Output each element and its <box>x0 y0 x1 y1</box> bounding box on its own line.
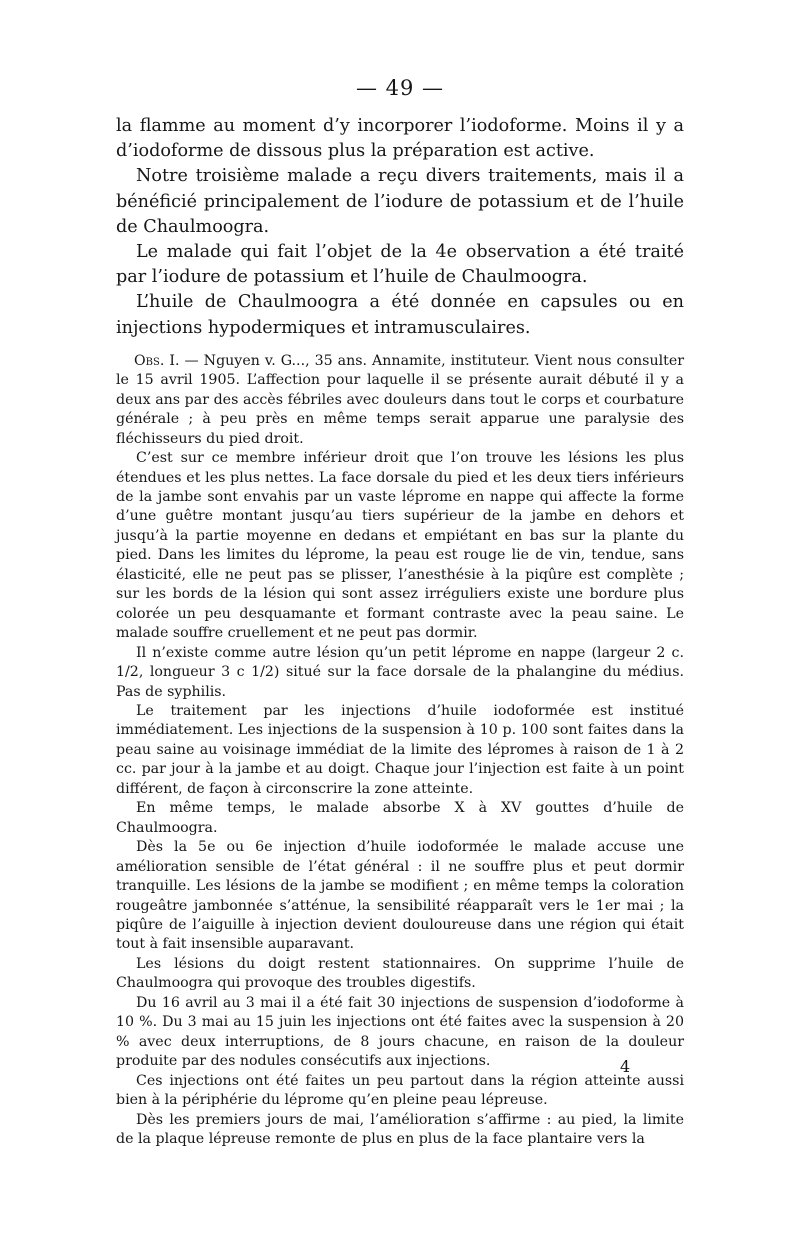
paragraph-treatment: Le traitement par les injections d’huile iodoformée est institué immédiatement. Les injections de la suspension à 10 p. 100 sont faites dans la peau saine au voisinage immédiat de la limite des lépromes à raison de 1 à 2 cc. par jour à la jambe et au doigt. Chaque jour l’injection est faite à un point différent, de façon à circonscrire la zone atteinte. <box>116 702 684 797</box>
paragraph-may-improvement: Dès les premiers jours de mai, l’amélioration s’affirme : au pied, la limite de la plaque lépreuse remonte de plus en plus de la face plantaire vers la <box>116 1111 684 1147</box>
paragraph-improvement: Dès la 5e ou 6e injection d’huile iodoformée le malade accuse une amélioration sensible de l’état général : il ne souffre plus et peut dormir tranquille. Les lésions de la jambe se modifient ; en même temps la coloration rougeâtre jambonnée s’atténue, la sensibilité réapparaît vers le 1er mai ; la piqûre de l’aiguille à injection devient douloureuse dans une région qui était tout à fait insensible auparavant. <box>116 839 684 953</box>
paragraph-fourth-observation: Le malade qui fait l’objet de la 4e observation a été traité par l’iodure de potassium et l’huile de Chaulmoogra. <box>116 242 684 288</box>
signature-mark: 4 <box>620 1057 631 1076</box>
paragraph-continuation: la flamme au moment d’y incorporer l’iodoforme. Moins il y a d’iodoforme de dissous plus la préparation est active. <box>116 116 684 162</box>
large-text-section <box>116 114 684 341</box>
paragraph-injection-sites: Ces injections ont été faites un peu partout dans la région atteinte aussi bien à la périphérie du léprome qu’en pleine peau lépreuse. <box>116 1072 684 1109</box>
paragraph-finger-lesions: Les lésions du doigt restent stationnaires. On supprime l’huile de Chaulmoogra qui provoque des troubles digestifs. <box>116 955 684 992</box>
paragraph-chaulmoogra-drops: En même temps, le malade absorbe X à XV gouttes d’huile de Chaulmoogra. <box>116 800 684 836</box>
paragraph-other-lesion: Il n’existe comme autre lésion qu’un petit léprome en nappe (largeur 2 c. 1/2, longueur 3 c 1/2) situé sur la face dorsale de la phalangine du médius. Pas de syphilis. <box>116 644 684 700</box>
page-number: — 49 — <box>355 76 445 100</box>
paragraph-lesions: C’est sur ce membre inférieur droit que l’on trouve les lésions les plus étendues et les plus nettes. La face dorsale du pied et les deux tiers inférieurs de la jambe sont envahis par un vaste léprome en nappe qui affecte la forme d’une guêtre montant jusqu’au tiers supérieur de la jambe en dehors et jusqu’à la partie moyenne en dedans et empiétant en bas sur la plante du pied. Dans les limites du léprome, la peau est rouge lie de vin, tendue, sans élasticité, elle ne peut pas se plisser, l’anesthésie à la piqûre est complète ; sur les bords de la lésion qui sont assez irréguliers existe une bordure plus colorée un peu desquamante et formant contraste avec la peau saine. Le malade souffre cruellement et ne peut pas dormir. <box>116 450 684 642</box>
observation-label: Obs. I. <box>134 352 180 369</box>
paragraph-injection-schedule: Du 16 avril au 3 mai il a été fait 30 injections de suspension d’iodoforme à 10 %. Du 3 mai au 15 juin les injections ont été faites avec la suspension à 20 % avec deux interruptions, de 8 jours chacune, en raison de la douleur produite par des nodules consécutifs aux injections. <box>116 994 684 1070</box>
paragraph-chaulmoogra: L’huile de Chaulmoogra a été donnée en capsules ou en injections hypodermiques et intramusculaires. <box>116 292 684 338</box>
observation-text: — Nguyen v. G..., 35 ans. Annamite, instituteur. Vient nous consulter le 15 avril 1905. L’affection pour laquelle il se présente aurait débuté il y a deux ans par des accès fébriles avec douleurs dans tout le corps et courbature générale ; à peu près en même temps serait apparue une paralysie des fléchisseurs du pied droit. <box>116 352 684 447</box>
paragraph-third-patient: Notre troisième malade a reçu divers traitements, mais il a bénéficié principalement de l’iodure de potassium et de l’huile de Chaulmoogra. <box>116 166 684 237</box>
observation-section <box>116 352 684 1150</box>
body-text <box>116 114 684 1149</box>
observation-paragraph <box>116 352 684 449</box>
